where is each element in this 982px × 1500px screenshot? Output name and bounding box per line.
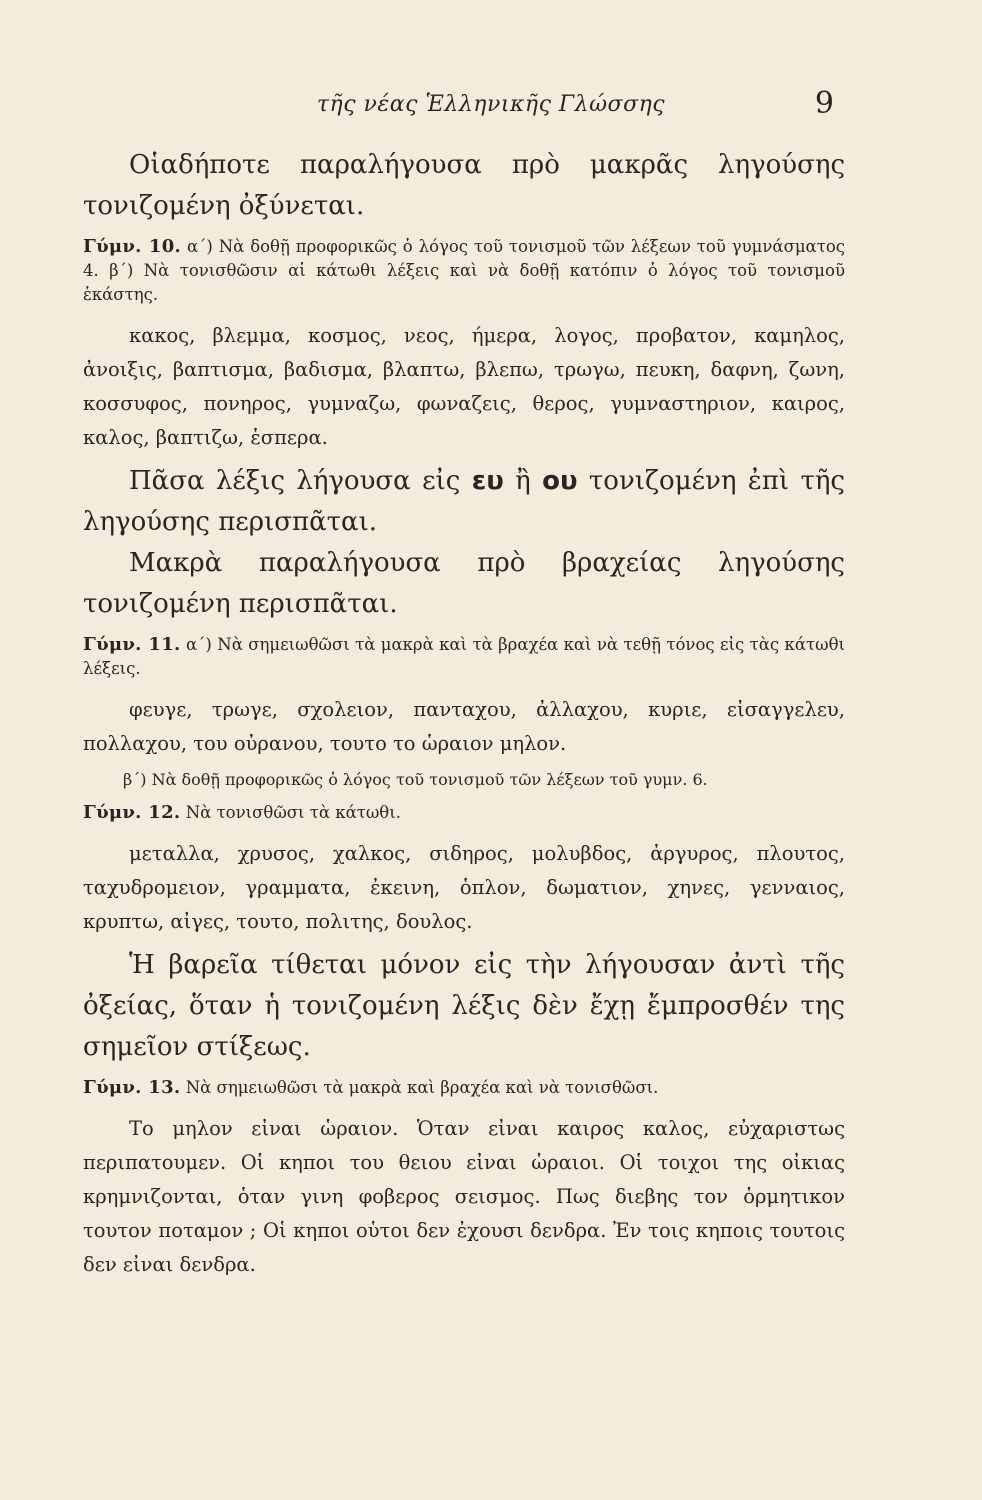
rule-text-part: ἢ [503, 466, 543, 496]
exercise-instructions: α΄) Νὰ δοθῇ προφορικῶς ὁ λόγος τοῦ τονισμοῦ τῶν λέξεων τοῦ γυμνάσματος 4. β΄) Νὰ τονισθῶσιν αἱ κάτωθι λέξεις καὶ νὰ δοθῇ κατόπιν ὁ λόγος τοῦ τονισμοῦ ἑκάστης. [83, 237, 846, 304]
rule-text-part: τονιζομένη ἐπὶ τῆς ληγούσης περισπᾶται. [83, 466, 845, 537]
rule-paragraph: Ἡ βαρεῖα τίθεται μόνον εἰς τὴν λήγουσαν ἀντὶ τῆς ὀξείας, ὅταν ἡ τονιζομένη λέξις δὲν ἔχῃ ἔμπροσθέν της σημεῖον στίξεως. [83, 950, 845, 1062]
exercise-label: Γύμν. 13. [83, 1077, 181, 1098]
exercise-13 [83, 1076, 845, 1100]
exercise-word-list: κακος, βλεμμα, κοσμος, νεος, ήμερα, λογος, προβατον, καμηλος, ἀνοιξις, βαπτισμα, βαδισμα, βλαπτω, βλεπω, τρωγω, πευκη, δαφνη, ζωνη, κοσσυφος, πονηρος, γυμναζω, φωναζεις, θερος, γυμναστηριον, καιρος, καλος, βαπτιζω, ἑσπερα. [83, 324, 845, 449]
page-body [83, 145, 845, 1288]
exercise-label: Γύμν. 11. [83, 634, 181, 655]
running-head-title: τῆς νέας Ἑλληνικῆς Γλώσσης [316, 92, 666, 117]
exercise-label: Γύμν. 10. [83, 236, 182, 257]
rule-text-part: Πᾶσα λέξις λήγουσα εἰς [129, 466, 472, 496]
ending-eu: ευ [471, 466, 504, 496]
exercise-instructions: Νὰ τονισθῶσι τὰ κάτωθι. [185, 803, 401, 822]
rule-paragraph [83, 461, 845, 543]
exercise-word-list: Το μηλον εἰναι ὡραιον. Ὁταν εἰναι καιρος καλος, εὐχαριστως περιπατουμεν. Οἱ κηποι του θειου εἰναι ὡραιοι. Οἱ τοιχοι της οἰκιας κρημνιζονται, ὁταν γινη φοβερος σεισμος. Πως διεβης τον ὁρμητικον τουτον ποταμον ; Οἱ κηποι οὑτοι δεν ἐχουσι δενδρα. Ἐν τοις κηποις τουτοις δεν εἰναι δενδρα. [83, 1117, 845, 1276]
exercise-12 [83, 801, 845, 825]
exercise-instructions: Νὰ σημειωθῶσι τὰ μακρὰ καὶ βραχέα καὶ νὰ τονισθῶσι. [185, 1078, 659, 1097]
page-number: 9 [814, 86, 834, 121]
exercise-10 [83, 235, 845, 307]
rule-paragraph: Μακρὰ παραλήγουσα πρὸ βραχείας ληγούσης τονιζομένη περισπᾶται. [83, 548, 845, 619]
exercise-word-list: μεταλλα, χρυσος, χαλκος, σιδηρος, μολυβδος, ἀργυρος, πλουτος, ταχυδρομειον, γραμματα, ἐκεινη, ὁπλον, δωματιον, χηνες, γενναιος, κρυπτω, αἰγες, τουτο, πολιτης, δουλος. [83, 842, 845, 933]
exercise-instructions: α΄) Νὰ σημειωθῶσι τὰ μακρὰ καὶ τὰ βραχέα καὶ νὰ τεθῇ τόνος εἰς τὰς κάτωθι λέξεις. [83, 635, 845, 678]
rule-paragraph: Οἱαδήποτε παραλήγουσα πρὸ μακρᾶς ληγούσης τονιζομένη ὀξύνεται. [83, 150, 845, 221]
exercise-word-list: φευγε, τρωγε, σχολειον, πανταχου, ἀλλαχου, κυριε, εἰσαγγελευ, πολλαχου, του οὐρανου, τουτο το ὡραιον μηλον. [83, 698, 845, 755]
exercise-subtask: β΄) Νὰ δοθῇ προφορικῶς ὁ λόγος τοῦ τονισμοῦ τῶν λέξεων τοῦ γυμν. 6. [123, 770, 708, 789]
ending-ou: ου [542, 466, 578, 496]
exercise-label: Γύμν. 12. [83, 802, 181, 823]
running-head [0, 86, 982, 132]
exercise-11 [83, 633, 845, 681]
